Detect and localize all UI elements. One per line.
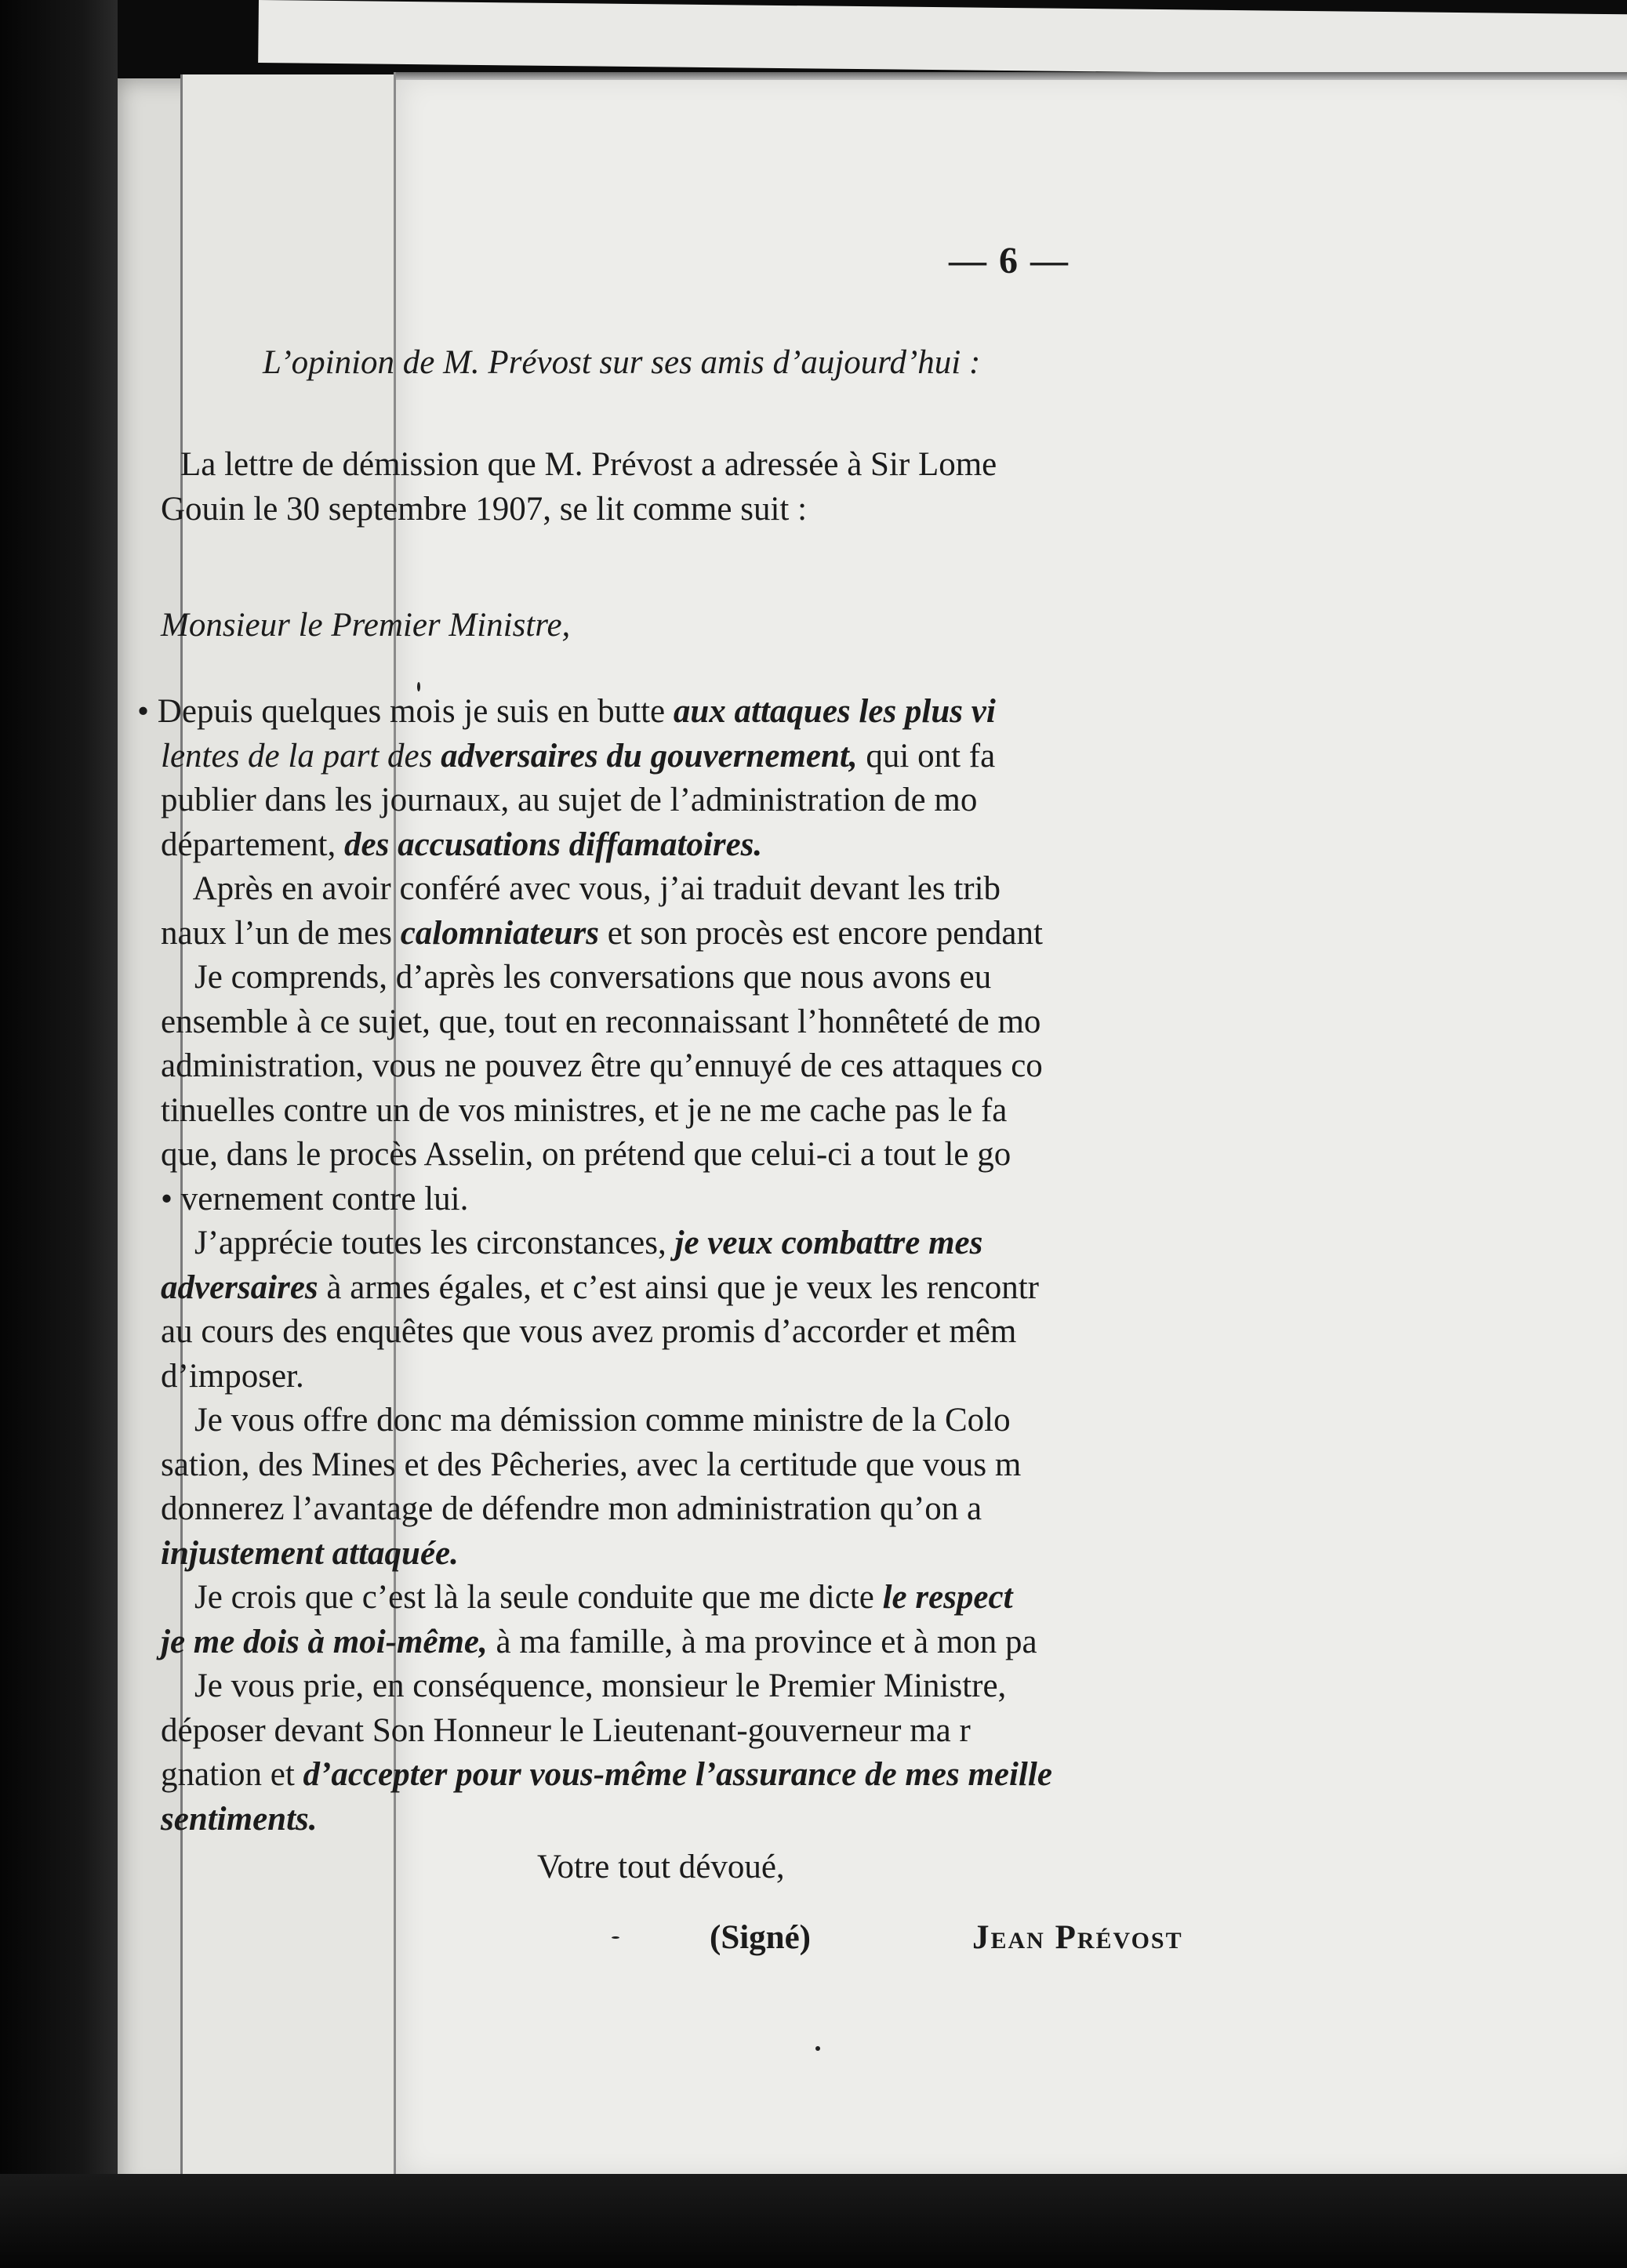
text-run: Après en avoir conféré avec vous, j’ai traduit devant les trib [161,870,1001,907]
letter-body-line [161,1355,304,1399]
text-run: lentes de la part des [161,737,441,775]
letter-body-line [161,1044,1043,1088]
text-run: Je vous prie, en conséquence, monsieur le Premier Ministre, [161,1667,1007,1704]
text-run: tinuelles contre un de vos ministres, et je ne me cache pas le fa [161,1091,1008,1129]
letter-body-line [161,1532,459,1576]
back-sheet-top [258,0,1627,77]
text-run: adversaires [161,1268,318,1306]
letter-body-line [161,1620,1037,1664]
letter-body-line [161,1399,1011,1442]
page-top-rule [396,72,1627,80]
scan-bottom-margin [0,2174,1627,2268]
text-run: je me dois à moi-même, [161,1623,488,1660]
section-heading: L’opinion de M. Prévost sur ses amis d’aujourd’hui : [263,344,981,381]
text-run: calomniateurs [400,914,599,952]
letter-body-line [161,1133,1011,1177]
text-run: au cours des enquêtes que vous avez promis d’accorder et mêm [161,1313,1017,1350]
text-run: sation, des Mines et des Pêcheries, avec la certitude que vous m [161,1446,1022,1483]
text-run: déposer devant Son Honneur le Lieutenant-gouverneur ma r [161,1711,971,1749]
text-run: Je comprends, d’après les conversations que nous avons eu [161,959,992,996]
text-run: à ma famille, à ma province et à mon pa [487,1623,1037,1660]
text-run: Je crois que c’est là la seule conduite que me dicte [161,1579,883,1616]
letter-body-line [161,956,991,1000]
letter-body-line [161,1089,1007,1133]
text-run: d’accepter pour vous-même l’assurance de mes meille [303,1756,1052,1793]
text-run: à armes égales, et c’est ainsi que je veux les rencontr [318,1268,1039,1306]
page-number: — 6 — [949,240,1070,281]
letter-body-line [161,1443,1021,1487]
intro-line: Gouin le 30 septembre 1907, se lit comme suit : [161,491,808,528]
text-run: d’imposer. [161,1357,304,1395]
text-run: que, dans le procès Asselin, on prétend que celui-ci a tout le go [161,1136,1011,1173]
text-run: ensemble à ce sujet, que, tout en reconnaissant l’honnêteté de mo [161,1003,1041,1040]
letter-body-line [161,1798,318,1842]
text-run: et son procès est encore pendant [598,914,1043,952]
text-run: donnerez l’avantage de défendre mon administration qu’on a [161,1490,982,1527]
scan-speck [417,682,420,691]
letter-body-line [161,1709,971,1753]
intro-line: La lettre de démission que M. Prévost a adressée à Sir Lome [180,446,997,483]
text-run: injustement attaquée. [161,1534,459,1572]
letter-body-line [161,823,762,867]
letter-body-line [137,690,996,734]
signed-label: (Signé) [710,1919,811,1956]
text-run: publier dans les journaux, au sujet de l’administration de mo [161,782,978,818]
letter-body-line [161,1487,982,1531]
text-run: • vernement contre lui. [161,1180,469,1217]
text-run: aux attaques les plus vi [673,693,996,730]
letter-body-line [161,1000,1040,1044]
letter-body-line [161,1310,1016,1354]
text-run: Je vous offre donc ma démission comme ministre de la Colo [161,1402,1011,1439]
text-run: gnation et [161,1756,303,1793]
salutation: Monsieur le Premier Ministre, [161,607,571,644]
scan-speck [612,1936,619,1939]
text-run: • Depuis quelques mois je suis en butte [137,693,674,730]
letter-body-line [161,1664,1006,1708]
letter-body-line [161,912,1043,956]
text-run: administration, vous ne pouvez être qu’ennuyé de ces attaques co [161,1047,1043,1084]
text-run: sentiments. [161,1800,318,1838]
letter-body-line [161,1753,1052,1797]
text-run: naux l’un de mes [161,914,401,952]
letter-body-line [161,867,1001,911]
letter-body-line [161,778,977,822]
text-run: je veux combattre mes [674,1225,983,1261]
letter-body-line [161,1266,1039,1310]
signature: Jean Prévost [972,1919,1183,1956]
text-run: département, [161,826,345,863]
text-run: le respect [882,1579,1013,1616]
closing: Votre tout dévoué, [537,1849,785,1885]
scan-speck [815,2046,820,2051]
scan-left-margin [0,0,118,2268]
letter-body-line [161,735,995,778]
text-run: J’apprécie toutes les circonstances, [161,1225,675,1261]
text-run: adversaires du gouvernement, [441,737,858,775]
text-run: des accusations diffamatoires. [344,826,763,863]
letter-body-line [161,1178,468,1221]
letter-body-line [161,1576,1013,1620]
text-run: qui ont fa [857,737,996,775]
letter-body-line [161,1221,982,1265]
